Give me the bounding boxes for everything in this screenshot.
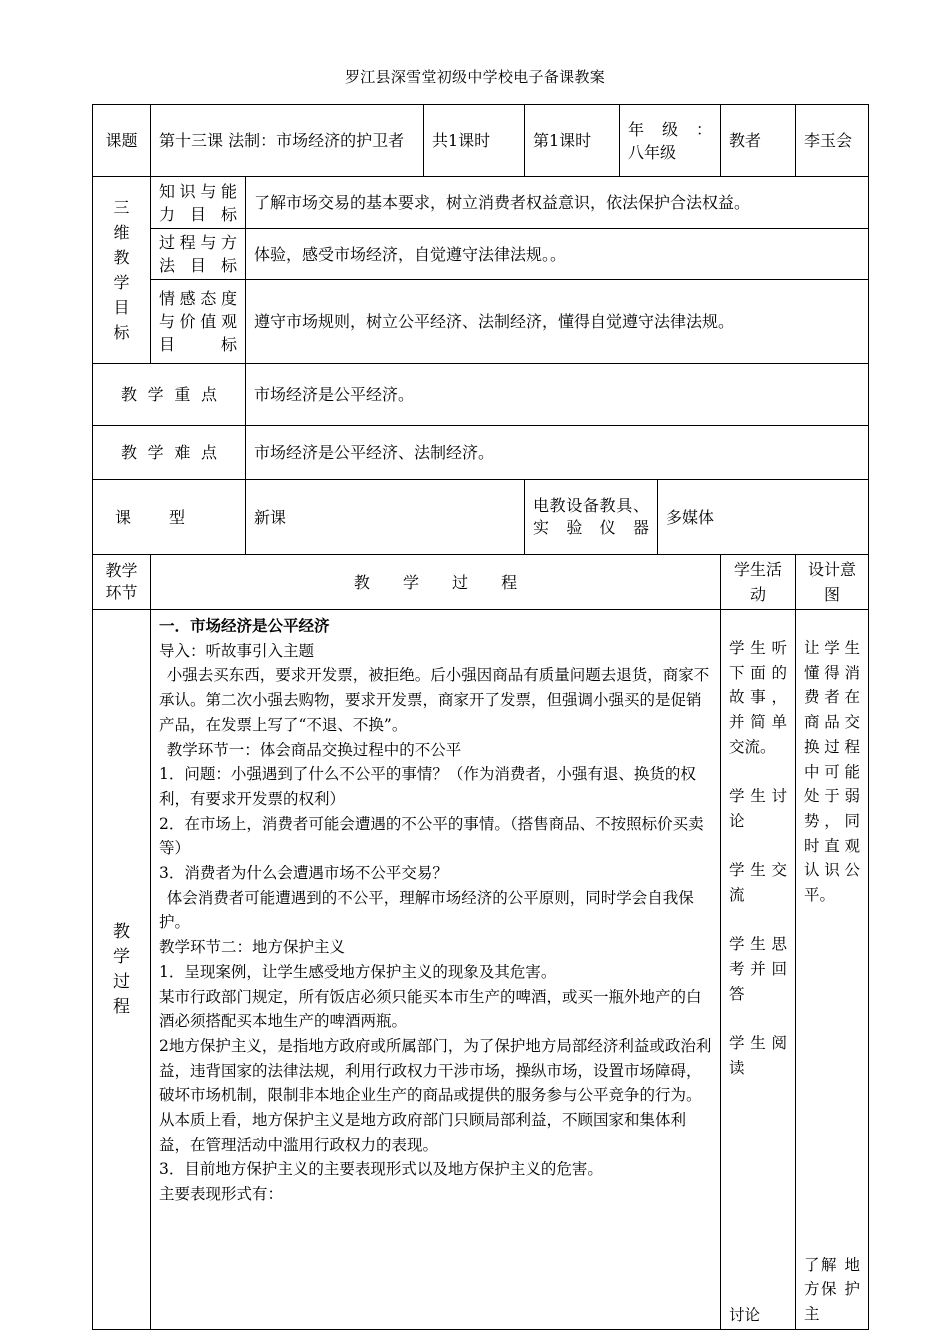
question-1: 1．问题：小强遇到了什么不公平的事情？（作为消费者，小强有退、换货的权利，有要求开发票的权利） xyxy=(159,765,696,808)
activity-listen: 学生听下面的故事，并简单交流。 xyxy=(729,639,788,756)
forms-title: 主要表现形式有： xyxy=(159,1185,284,1204)
grade-label: 年 级 ： xyxy=(628,119,712,139)
difficulty-row xyxy=(93,426,869,480)
total-hours: 共1课时 xyxy=(424,105,525,177)
key-point-row xyxy=(93,364,869,426)
goal-1-text: 了解市场交易的基本要求，树立消费者权益意识，依法保护合法权益。 xyxy=(246,177,869,229)
activity-read: 学生阅读 xyxy=(729,1034,788,1077)
teacher-name: 李玉会 xyxy=(796,105,869,177)
process-content xyxy=(151,610,721,1330)
step-2-title: 教学环节二：地方保护主义 xyxy=(159,938,346,957)
goal-row-3 xyxy=(93,280,869,364)
key-point-text: 市场经济是公平经济。 xyxy=(246,364,869,426)
case-intro: 1．呈现案例，让学生感受地方保护主义的现象及其危害。 xyxy=(159,962,557,981)
stage-header: 教学环节 xyxy=(93,555,151,610)
lesson-type-label: 课型 xyxy=(93,480,246,555)
question-forms: 3．目前地方保护主义的主要表现形式以及地方保护主义的危害。 xyxy=(159,1160,603,1179)
goal-3-label: 情感态度与价值观目标 xyxy=(151,280,246,364)
goal-row-2 xyxy=(93,229,869,280)
activity-discuss-2: 讨论 xyxy=(729,1305,761,1324)
lesson-type-row xyxy=(93,480,869,555)
section-title: 一．市场经济是公平经济 xyxy=(159,616,330,635)
goal-2-text: 体验，感受市场经济，自觉遵守法律法规。。 xyxy=(246,229,869,280)
topic-value: 第十三课 法制：市场经济的护卫者 xyxy=(151,105,424,177)
lesson-type-value: 新课 xyxy=(246,480,525,555)
case-text: 某市行政部门规定，所有饭店必须只能买本市生产的啤酒，或买一瓶外地产的白酒必须搭配买本地生产的啤酒两瓶。 xyxy=(159,987,702,1031)
current-hour: 第1课时 xyxy=(525,105,620,177)
goal-2-label: 过程与方法目标 xyxy=(151,229,246,280)
activity-exchange: 学生交流 xyxy=(729,861,788,904)
intro-line: 导入：听故事引入主题 xyxy=(159,641,315,660)
process-header-row xyxy=(93,555,869,610)
grade-cell xyxy=(620,105,721,177)
story-paragraph: 小强去买东西，要求开发票，被拒绝。后小强因商品有质量问题去退货，商家不承认。第二次小强去购物，要求开发票，商家开了发票，但强调小强买的是促销产品，在发票上写了“不退、不换”。 xyxy=(159,666,710,734)
design-intent-header: 设计意图 xyxy=(796,555,869,610)
step-1-title: 教学环节一：体会商品交换过程中的不公平 xyxy=(166,740,462,759)
process-content-row xyxy=(93,610,869,1330)
summary-1: 体会消费者可能遭遇到的不公平，理解市场经济的公平原则，同时学会自我保护。 xyxy=(159,888,694,932)
teacher-label: 教者 xyxy=(721,105,796,177)
equipment-value: 多媒体 xyxy=(658,480,869,555)
question-3: 3．消费者为什么会遭遇市场不公平交易？ xyxy=(159,864,448,883)
intent-1: 让学生懂得消费者在商品交换过程中可能处于弱势，同时直观认识公平。 xyxy=(804,639,861,905)
equipment-label: 电教设备教具、实验仪器 xyxy=(525,480,658,555)
topic-row xyxy=(93,105,869,177)
key-point-label: 教学重点 xyxy=(93,364,246,426)
goal-1-label: 知识与能力目标 xyxy=(151,177,246,229)
difficulty-text: 市场经济是公平经济、法制经济。 xyxy=(246,426,869,480)
goal-row-1 xyxy=(93,177,869,229)
activity-think: 学生思考并回答 xyxy=(729,935,788,1003)
student-activity-column xyxy=(721,610,796,1330)
page-header: 罗江县深雪堂初级中学校电子备课教案 xyxy=(344,68,606,86)
process-stage-label: 教学过程 xyxy=(93,610,151,1330)
activity-discuss: 学生讨论 xyxy=(729,787,788,830)
difficulty-label: 教学难点 xyxy=(93,426,246,480)
definition-text: 2地方保护主义，是指地方政府或所属部门，为了保护地方局部经济利益或政治利益，违背国家的法律法规，利用行政权力干涉市场，操纵市场，设置市场障碍，破坏市场机制，限制非本地企业生产的商品或提供的服务参与公平竞争的行为。从本质上看，地方保护主义是地方政府部门只顾局部利益，不顾国家和集体利益，在管理活动中滥用行政权力的表现。 xyxy=(159,1036,712,1154)
goal-3-text: 遵守市场规则，树立公平经济、法制经济，懂得自觉遵守法律法规。 xyxy=(246,280,869,364)
goals-label: 三维教学目标 xyxy=(93,177,151,364)
question-2: 2．在市场上，消费者可能会遭遇的不公平的事情。（搭售商品、不按照标价买卖等） xyxy=(159,814,704,858)
grade-value: 八年级 xyxy=(628,142,677,162)
student-activity-header: 学生活动 xyxy=(721,555,796,610)
lesson-plan-table xyxy=(92,104,869,1330)
topic-label: 课题 xyxy=(93,105,151,177)
design-intent-column xyxy=(796,610,869,1330)
intent-2: 了解 地方保 护 主 xyxy=(804,1255,861,1324)
process-header: 教 学 过 程 xyxy=(151,555,721,610)
